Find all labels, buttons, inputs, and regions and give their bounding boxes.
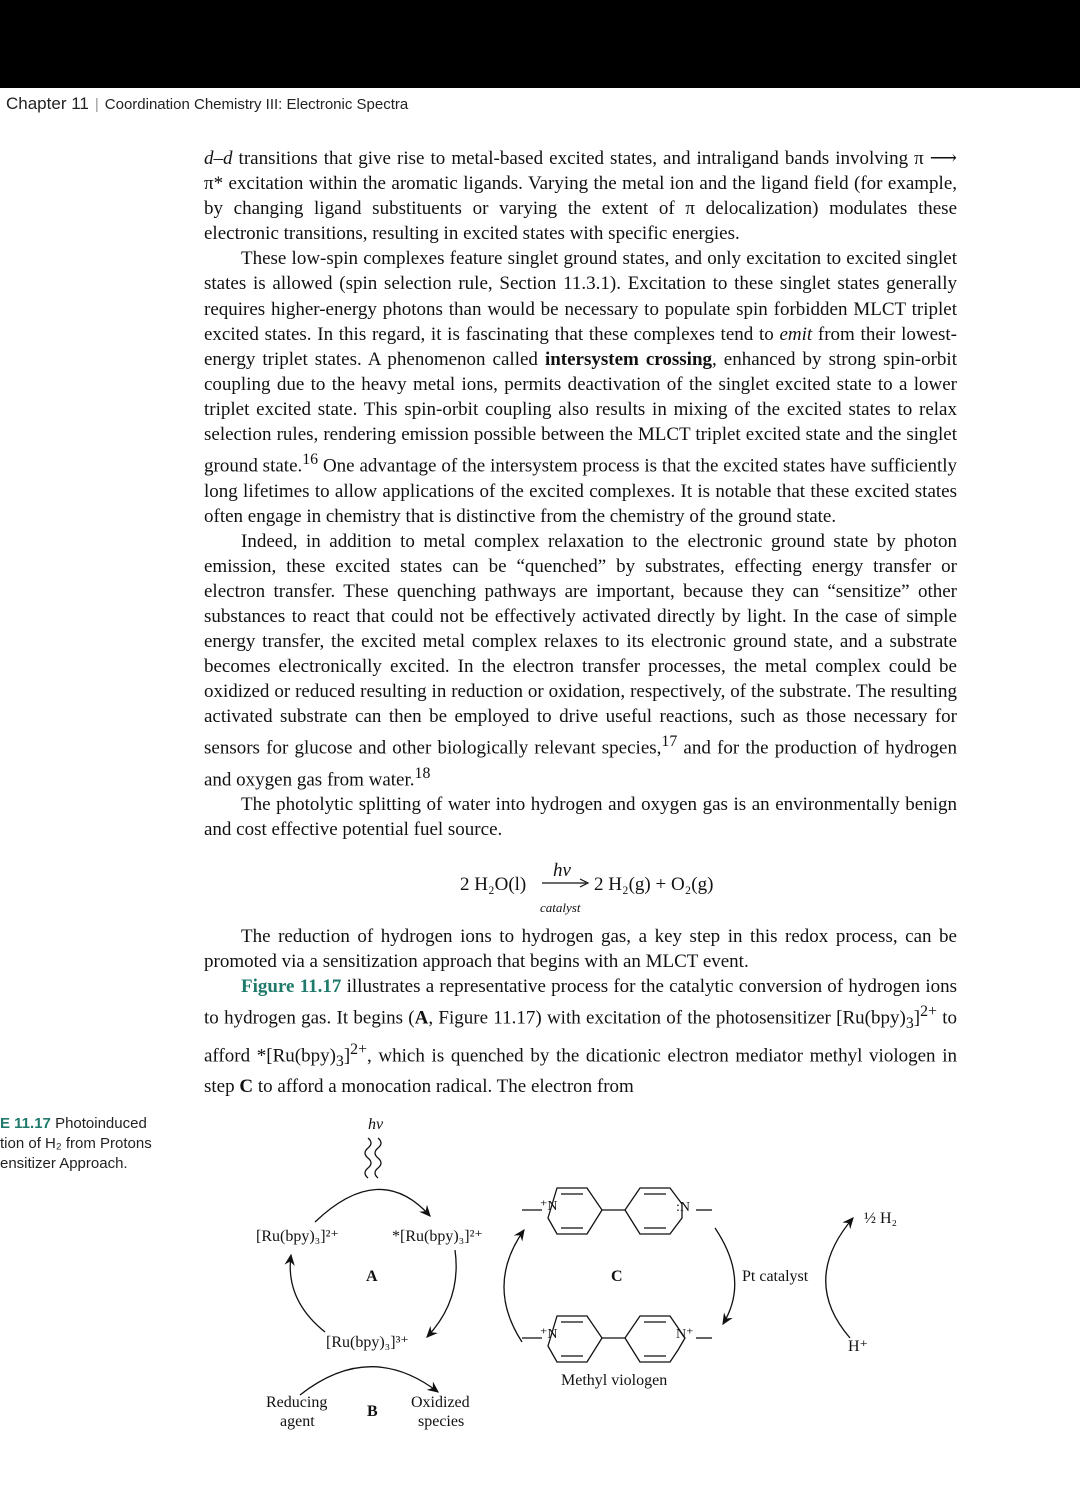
- n-radical-top-right: :N: [676, 1200, 690, 1215]
- pt-catalyst-label: Pt catalyst: [742, 1268, 809, 1285]
- figure-caption: [0, 1114, 180, 1174]
- emit-term: emit: [779, 323, 813, 345]
- p6-text-c: ]: [913, 1007, 921, 1029]
- methyl-viologen-label: Methyl viologen: [561, 1372, 668, 1389]
- ru-oxidized-state: [Ru(bpy)₃]³⁺: [326, 1334, 409, 1351]
- arrow-pt-catalyst: [715, 1228, 735, 1324]
- top-black-band: [0, 0, 1080, 88]
- p2-text-b: from their lowest-energy triplet states. A phenomenon called: [204, 323, 958, 370]
- species-label: species: [418, 1413, 465, 1430]
- equation-rhs: 2 H₂(g) + O₂(g): [594, 874, 714, 895]
- paragraph-1: [204, 146, 957, 246]
- running-head: [6, 94, 408, 114]
- dd-term: d–d: [204, 148, 233, 169]
- h-plus-label: H⁺: [848, 1338, 868, 1355]
- running-head-separator: |: [94, 96, 99, 113]
- caption-line-2: tion of H₂ from Protons: [0, 1135, 152, 1152]
- agent-label: agent: [280, 1413, 315, 1430]
- chapter-title: Coordination Chemistry III: Electronic Spectra: [104, 96, 409, 113]
- arrow-h-plus-to-h2: [826, 1218, 853, 1338]
- step-a-ref: A: [414, 1007, 429, 1029]
- paragraph-3: [204, 529, 957, 793]
- fig-hv-label: hν: [368, 1116, 384, 1133]
- p2-text-d: One advantage of the intersystem process is that the excited states have sufficiently long lifetimes to allow applications of the excited complexes. It is notable that these excited states often engage in chemistry that is distinctive from the chemistry of the ground state.: [204, 455, 958, 527]
- p6-text-e: ]: [343, 1044, 351, 1066]
- oxidized-label: Oxidized: [411, 1394, 470, 1411]
- p2-text-c: , enhanced by strong spin-orbit coupling due to the heavy metal ions, permits deactivation of the singlet excited state to a lower triplet excited state. This spin-orbit coupling also results in mixing of the excited states to relax selection rules, rendering emission possible between the MLCT triplet excited state and the singlet ground state.: [204, 348, 957, 477]
- n-plus-top-left: ⁺N: [540, 1199, 558, 1214]
- n-plus-bottom-left: ⁺N: [540, 1327, 558, 1342]
- light-wave-icon: [365, 1138, 381, 1178]
- half-h2-label: ½ H₂: [864, 1210, 898, 1227]
- caption-line-1: Photoinduced: [55, 1115, 147, 1132]
- paragraph-2: [204, 246, 957, 528]
- p6-sub-2: 3: [335, 1052, 344, 1070]
- paragraph-6: [204, 974, 957, 1099]
- step-a-label: A: [366, 1268, 378, 1285]
- equation-catalyst: catalyst: [540, 900, 581, 915]
- p6-text-a: illustrates a representative process for the catalytic conversion of hydrogen ions to hydrogen gas. It begins (: [204, 976, 957, 1029]
- arrow-step-b: [300, 1367, 438, 1395]
- p1-text: transitions that give rise to metal-based excited states, and intraligand bands involving π ⟶ π* excitation within the aromatic ligands. Varying the metal ion and the ligand field (for example, by changing ligand substituents or varying the extent of π delocalization) modulates these electronic transitions, resulting in excited states with specific energies.: [204, 148, 957, 245]
- figure-reference-link[interactable]: Figure 11.17: [241, 976, 342, 998]
- main-text: [204, 146, 957, 843]
- paragraph-4: The photolytic splitting of water into hydrogen and oxygen gas is an environmentally benign and cost effective potential fuel source.: [204, 794, 957, 841]
- arrow-regenerate-up: [290, 1255, 325, 1332]
- caption-label: E 11.17: [0, 1115, 51, 1132]
- chapter-label: Chapter 11: [6, 94, 89, 113]
- reference-17: 17: [661, 733, 678, 751]
- p6-sup-2: 2+: [350, 1040, 367, 1058]
- ru-excited-state: *[Ru(bpy)₃]²⁺: [392, 1228, 483, 1245]
- p6-sup-1: 2+: [920, 1003, 937, 1021]
- arrow-mv-left: [504, 1230, 524, 1342]
- step-b-label: B: [367, 1403, 378, 1420]
- p6-sub-1: 3: [905, 1015, 914, 1033]
- figure-diagram: [230, 1110, 950, 1440]
- p6-text-f: , which is quenched by the dicationic electron mediator methyl viologen in step: [204, 1044, 957, 1097]
- reducing-label: Reducing: [266, 1394, 328, 1411]
- step-c-ref: C: [239, 1075, 254, 1097]
- arrow-quench-down: [427, 1250, 456, 1337]
- caption-line-3: ensitizer Approach.: [0, 1155, 128, 1172]
- n-plus-bottom-right: N⁺: [676, 1327, 694, 1342]
- figure-11-17: [230, 1110, 950, 1440]
- p3-text-b: and for the production of hydrogen and oxygen gas from water.: [204, 737, 957, 791]
- p6-text-g: to afford a monocation radical. The electron from: [253, 1075, 634, 1097]
- arrow-excitation: [315, 1189, 430, 1222]
- step-c-label: C: [611, 1268, 623, 1285]
- equation-arrow: [542, 877, 590, 889]
- p6-text-b: , Figure 11.17) with excitation of the photosensitizer [Ru(bpy): [428, 1007, 906, 1029]
- equation-hv: hν: [553, 860, 571, 881]
- p2-text-a: These low-spin complexes feature singlet ground states, and only excitation to excited singlet states is allowed (spin selection rule, Section 11.3.1). Excitation to these singlet states generally requires higher-energy photons than would be necessary to populate spin forbidden MLCT triplet excited states. In this regard, it is fascinating that these complexes tend to: [204, 248, 957, 345]
- p6-text-d: to afford *[Ru(bpy): [204, 1007, 958, 1066]
- reference-16: 16: [302, 451, 319, 469]
- reference-18: 18: [414, 764, 431, 782]
- ru-ground-state: [Ru(bpy)₃]²⁺: [256, 1228, 339, 1245]
- p3-text-a: Indeed, in addition to metal complex relaxation to the electronic ground state by photon emission, these excited states can be “quenched” by substrates, effecting energy transfer or electron transfer. These quenching pathways are important, because they can “sensitize” other substances to react that could not be effectively activated directly by light. In the case of simple energy transfer, the excited metal complex relaxes to its electronic ground state, and a substrate becomes electronically excited. In the electron transfer processes, the metal complex could be oxidized or reduced resulting in reduction or oxidation, respectively, of the substrate. The resulting activated substrate can then be employed to drive useful reactions, such as those necessary for sensors for glucose and other biologically relevant species,: [204, 530, 957, 759]
- intersystem-crossing-term: intersystem crossing: [544, 348, 713, 370]
- paragraph-5: The reduction of hydrogen ions to hydrogen gas, a key step in this redox process, can be promoted via a sensitization approach that begins with an MLCT event.: [204, 926, 957, 973]
- main-text-continued: [204, 924, 957, 1099]
- water-splitting-equation: [460, 860, 760, 920]
- equation-lhs: 2 H₂O(l): [460, 874, 527, 895]
